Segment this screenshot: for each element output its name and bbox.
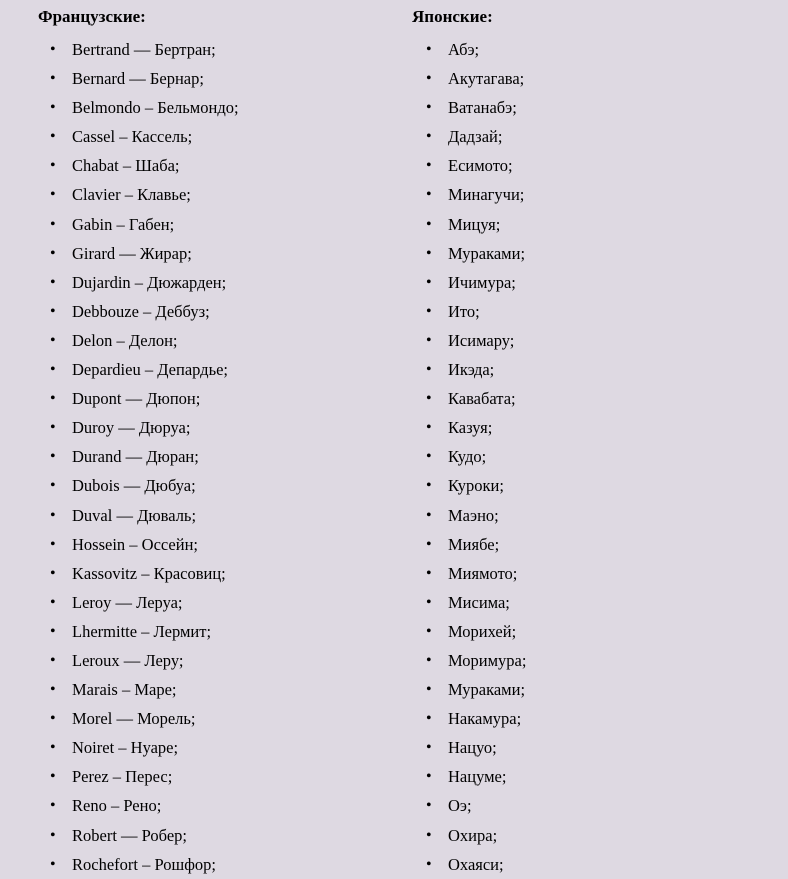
- list-item: • Kassovitz – Красовиц;: [38, 559, 394, 588]
- list-item: • Robert — Робер;: [38, 821, 394, 850]
- list-item: • Gabin – Габен;: [38, 210, 394, 239]
- list-item: • Охаяси;: [412, 850, 788, 879]
- list-item: • Мицуя;: [412, 210, 788, 239]
- list-item: • Мураками;: [412, 239, 788, 268]
- list-item: • Chabat – Шаба;: [38, 151, 394, 180]
- list-item: • Маэно;: [412, 501, 788, 530]
- column-french: [0, 6, 394, 874]
- column-heading-japanese-colon: :: [487, 7, 493, 26]
- french-name-list: [38, 35, 394, 879]
- column-heading-french: [38, 6, 394, 27]
- list-item: • Охира;: [412, 821, 788, 850]
- list-item: • Ичимура;: [412, 268, 788, 297]
- list-item: • Кавабата;: [412, 384, 788, 413]
- list-item: • Cassel – Кассель;: [38, 122, 394, 151]
- list-item: • Leroy — Леруа;: [38, 588, 394, 617]
- column-heading-japanese-text: Японские: [412, 7, 488, 26]
- list-item: • Акутагава;: [412, 64, 788, 93]
- column-japanese: [394, 6, 788, 874]
- list-item: • Абэ;: [412, 35, 788, 64]
- list-item: • Казуя;: [412, 413, 788, 442]
- list-item: • Моримура;: [412, 646, 788, 675]
- list-item: • Noiret – Нуаре;: [38, 733, 394, 762]
- list-item: • Мисима;: [412, 588, 788, 617]
- column-heading-japanese: [412, 6, 788, 27]
- list-item: • Girard — Жирар;: [38, 239, 394, 268]
- list-item: • Дадзай;: [412, 122, 788, 151]
- list-item: • Duval — Дюваль;: [38, 501, 394, 530]
- list-item: • Marais – Маре;: [38, 675, 394, 704]
- list-item: • Reno – Рено;: [38, 791, 394, 820]
- list-item: • Debbouze – Деббуз;: [38, 297, 394, 326]
- list-item: • Миябе;: [412, 530, 788, 559]
- list-item: • Delon – Делон;: [38, 326, 394, 355]
- list-item: • Миямото;: [412, 559, 788, 588]
- list-item: • Durand — Дюран;: [38, 442, 394, 471]
- list-item: • Depardieu – Депардье;: [38, 355, 394, 384]
- list-item: • Есимото;: [412, 151, 788, 180]
- list-item: • Морихей;: [412, 617, 788, 646]
- list-item: • Belmondo – Бельмондо;: [38, 93, 394, 122]
- column-heading-french-colon: :: [140, 7, 146, 26]
- list-item: • Нацуо;: [412, 733, 788, 762]
- column-heading-french-text: Французские: [38, 7, 141, 26]
- list-item: • Кудо;: [412, 442, 788, 471]
- list-item: • Rochefort – Рошфор;: [38, 850, 394, 879]
- list-item: • Clavier – Клавье;: [38, 180, 394, 209]
- list-item: • Минагучи;: [412, 180, 788, 209]
- list-item: • Оэ;: [412, 791, 788, 820]
- list-item: • Ватанабэ;: [412, 93, 788, 122]
- list-item: • Куроки;: [412, 471, 788, 500]
- list-item: • Hossein – Оссейн;: [38, 530, 394, 559]
- list-item: • Нацуме;: [412, 762, 788, 791]
- japanese-name-list: [412, 35, 788, 879]
- list-item: • Duroy — Дюруа;: [38, 413, 394, 442]
- list-item: • Накамура;: [412, 704, 788, 733]
- list-item: • Leroux — Леру;: [38, 646, 394, 675]
- list-item: • Dujardin – Дюжарден;: [38, 268, 394, 297]
- list-item: • Perez – Перес;: [38, 762, 394, 791]
- list-item: • Dupont — Дюпон;: [38, 384, 394, 413]
- list-item: • Исимару;: [412, 326, 788, 355]
- list-item: • Мураками;: [412, 675, 788, 704]
- list-item: • Lhermitte – Лермит;: [38, 617, 394, 646]
- list-item: • Икэда;: [412, 355, 788, 384]
- list-item: • Bernard — Бернар;: [38, 64, 394, 93]
- list-item: • Ито;: [412, 297, 788, 326]
- list-item: • Dubois — Дюбуа;: [38, 471, 394, 500]
- list-item: • Bertrand — Бертран;: [38, 35, 394, 64]
- list-item: • Morel — Морель;: [38, 704, 394, 733]
